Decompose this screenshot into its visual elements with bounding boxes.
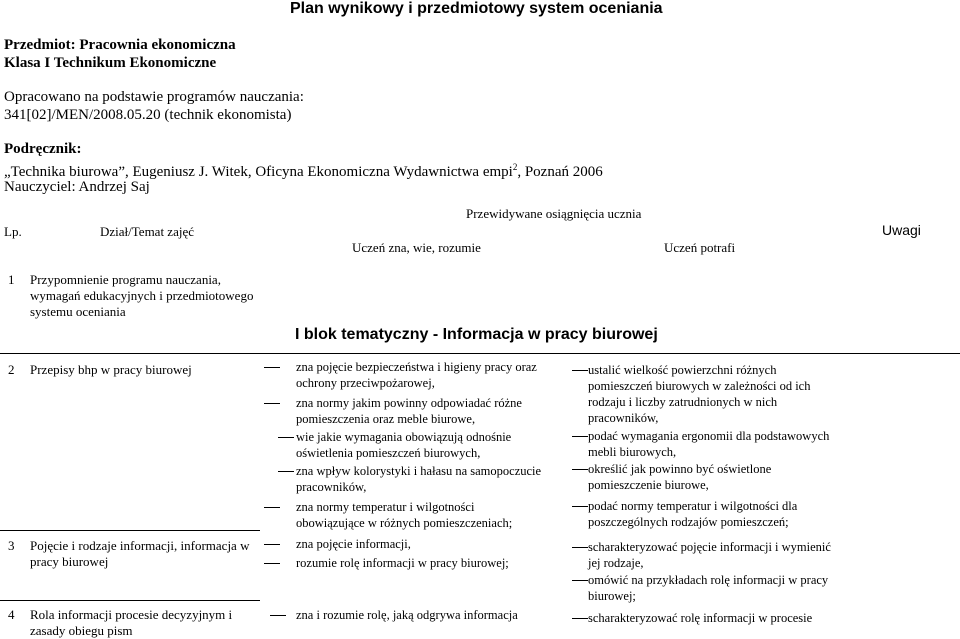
row-4-knows-1: zna i rozumie rolę, jaką odgrywa informacja [296, 608, 518, 622]
textbook-sup: 2 [512, 162, 518, 172]
row-4-topic: Rola informacji procesie decyzyjnym i zasady obiegu pism [30, 607, 233, 638]
row-2-can-2: podać wymagania ergonomii dla podstawowych mebli biurowych, [588, 429, 830, 459]
bullet-dash [264, 367, 280, 368]
row-3-knows-2: rozumie rolę informacji w pracy biurowej; [296, 556, 509, 570]
textbook-prefix: „Technika biurowa”, Eugeniusz J. Witek, Oficyna Ekonomiczna Wydawnictwa empi [4, 164, 513, 180]
program-line-2: 341[02]/MEN/2008.05.20 (technik ekonomista) [4, 107, 292, 123]
row-2-can-3: określić jak powinno być oświetlone pomieszczenie biurowe, [588, 462, 772, 492]
program-line-1: Opracowano na podstawie programów nauczania: [4, 89, 304, 105]
row-3-knows-1: zna pojęcie informacji, [296, 537, 411, 551]
bullet-dash [572, 436, 588, 437]
row-2-lp: 2 [8, 362, 15, 377]
row-2-knows-3: wie jakie wymagania obowiązują odnośnie oświetlenia pomieszczeń biurowych, [296, 430, 512, 460]
row-4-lp: 4 [8, 607, 15, 622]
col-knows-header: Uczeń zna, wie, rozumie [352, 240, 481, 255]
row-3-lp: 3 [8, 538, 15, 553]
class-name: Klasa I Technikum Ekonomiczne [4, 55, 217, 71]
row-divider [0, 600, 260, 601]
row-1-lp: 1 [8, 272, 15, 287]
row-2-topic: Przepisy bhp w pracy biurowej [30, 362, 192, 377]
row-3-can-2: omówić na przykładach rolę informacji w pracy biurowej; [588, 573, 829, 603]
bullet-dash [264, 403, 280, 404]
row-3-topic: Pojęcie i rodzaje informacji, informacja w pracy biurowej [30, 538, 250, 569]
textbook-label: Podręcznik: [4, 141, 82, 157]
col-can-header: Uczeń potrafi [664, 240, 736, 255]
row-2-knows-2: zna normy jakim powinny odpowiadać różne pomieszczenia oraz meble biurowe, [296, 396, 522, 426]
row-2-knows-4: zna wpływ kolorystyki i hałasu na samopoczucie pracowników, [296, 464, 542, 494]
row-2-can-4: podać normy temperatur i wilgotności dla poszczególnych rodzajów pomieszczeń; [588, 499, 798, 529]
row-divider [0, 530, 260, 531]
bullet-dash [278, 471, 294, 472]
col-topic-header: Dział/Temat zajęć [100, 224, 195, 239]
section-title: I blok tematyczny - Informacja w pracy biurowej [295, 326, 658, 343]
bullet-dash [572, 469, 588, 470]
col-outcomes-header: Przewidywane osiągnięcia ucznia [466, 206, 642, 221]
col-notes-header: Uwagi [882, 222, 921, 238]
bullet-dash [572, 370, 588, 371]
row-2-knows-5: zna normy temperatur i wilgotności obowiązujące w różnych pomieszczeniach; [296, 500, 513, 530]
textbook-suffix: , Poznań 2006 [517, 164, 603, 180]
subject: Przedmiot: Pracownia ekonomiczna [4, 37, 236, 53]
bullet-dash [278, 437, 294, 438]
page-title: Plan wynikowy i przedmiotowy system oceniania [290, 0, 663, 17]
row-4-can-1: scharakteryzować rolę informacji w procesie [588, 611, 813, 625]
bullet-dash [572, 580, 588, 581]
row-1-topic: Przypomnienie programu nauczania, wymagań edukacyjnych i przedmiotowego systemu oceniania [30, 272, 254, 319]
bullet-dash [264, 563, 280, 564]
col-lp-header: Lp. [4, 224, 22, 239]
bullet-dash [572, 618, 588, 619]
bullet-dash [264, 544, 280, 545]
bullet-dash [572, 506, 588, 507]
row-2-knows-1: zna pojęcie bezpieczeństwa i higieny pracy oraz ochrony przeciwpożarowej, [296, 360, 537, 390]
bullet-dash [270, 615, 286, 616]
bullet-dash [572, 547, 588, 548]
row-3-can-1: scharakteryzować pojęcie informacji i wymienić jej rodzaje, [588, 540, 831, 570]
row-2-can-1: ustalić wielkość powierzchni różnych pomieszczeń biurowych w zależności od ich rodzaju i liczby zatrudnionych w nich pracowników, [588, 363, 811, 425]
bullet-dash [264, 507, 280, 508]
teacher: Nauczyciel: Andrzej Saj [4, 179, 150, 195]
row-divider [0, 353, 960, 354]
